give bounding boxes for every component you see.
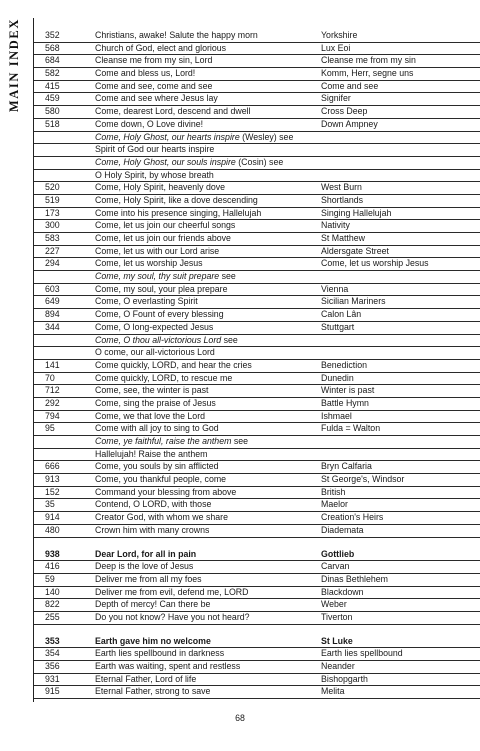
hymn-number: 568 xyxy=(45,42,60,53)
index-entry-row xyxy=(34,648,480,661)
index-entry-row xyxy=(34,233,480,246)
first-line xyxy=(95,398,216,410)
hymn-number: 152 xyxy=(45,486,60,497)
first-line xyxy=(95,674,196,686)
tune-name: Cross Deep xyxy=(321,106,368,117)
first-line xyxy=(95,309,224,321)
first-line-text: Deliver me from all my foes xyxy=(95,573,202,584)
first-line-text: Come and see where Jesus lay xyxy=(95,93,218,104)
tune-name: Diademata xyxy=(321,524,364,535)
main-index-side-label: MAIN INDEX xyxy=(7,18,21,113)
tune-name: Blackdown xyxy=(321,586,364,597)
tune-name: St Matthew xyxy=(321,233,366,243)
hymn-number: 794 xyxy=(45,410,60,421)
first-line xyxy=(95,474,226,486)
first-line xyxy=(95,322,213,334)
tune-name: Vienna xyxy=(321,283,349,294)
hymn-number: 141 xyxy=(45,359,60,370)
hymn-number: 356 xyxy=(45,661,60,671)
tune-name: Nativity xyxy=(321,220,350,231)
index-entry-row xyxy=(34,360,480,373)
hymn-index-list xyxy=(34,30,480,699)
first-line xyxy=(95,373,232,385)
first-line xyxy=(95,512,228,524)
hymn-number: 582 xyxy=(45,68,60,79)
see-reference: see xyxy=(231,436,249,446)
tune-name: Earth lies spellbound xyxy=(321,648,403,659)
section-gap xyxy=(34,625,480,636)
tune-name: Ishmael xyxy=(321,410,352,421)
first-line-text: Come, Holy Spirit, like a dove descending xyxy=(95,194,258,205)
tune-name: Dunedin xyxy=(321,372,354,383)
hymn-number: 938 xyxy=(45,548,60,559)
first-line xyxy=(95,208,261,220)
first-line xyxy=(95,233,231,245)
first-line xyxy=(95,271,236,283)
hymn-number: 480 xyxy=(45,524,60,535)
index-entry-row xyxy=(34,487,480,500)
page-number: 68 xyxy=(235,713,245,723)
first-line-text: Come, we that love the Lord xyxy=(95,410,206,421)
first-line-text: Come, ye faithful, raise the anthem xyxy=(95,436,232,446)
first-line-text: Come quickly, LORD, and hear the cries xyxy=(95,359,252,370)
tune-name: Yorkshire xyxy=(321,30,358,40)
index-entry-row xyxy=(34,549,480,562)
cross-reference-row xyxy=(34,132,480,145)
hymn-number: 914 xyxy=(45,512,60,523)
index-entry-row xyxy=(34,309,480,322)
tune-name: Bishopgarth xyxy=(321,673,368,684)
hymn-number: 70 xyxy=(45,372,55,383)
index-entry-row xyxy=(34,347,480,360)
first-line-text: Come down, O Love divine! xyxy=(95,118,204,129)
tune-name: Singing Hallelujah xyxy=(321,207,392,218)
first-line xyxy=(95,461,219,473)
first-line-text: Crown him with many crowns xyxy=(95,524,210,535)
first-line-text: O come, our all-victorious Lord xyxy=(95,347,215,358)
first-line-text: Come, O Fount of every blessing xyxy=(95,309,224,320)
first-line-text: Eternal Father, Lord of life xyxy=(95,673,197,684)
first-line-text: Come, O thou all-victorious Lord xyxy=(95,334,222,345)
index-entry-row xyxy=(34,599,480,612)
cross-reference-row xyxy=(34,436,480,449)
hymn-number: 353 xyxy=(45,635,60,646)
tune-name: Aldersgate Street xyxy=(321,245,389,256)
tune-name: British xyxy=(321,486,346,497)
first-line-text: Come, Holy Spirit, heavenly dove xyxy=(95,182,226,193)
first-line xyxy=(95,449,207,461)
first-line xyxy=(95,561,193,573)
first-line-text: Come, let us with our Lord arise xyxy=(95,245,220,256)
hymn-number: 300 xyxy=(45,220,60,231)
index-entry-row xyxy=(34,461,480,474)
first-line-text: Come and see, come and see xyxy=(95,80,213,91)
hymn-number: 894 xyxy=(45,309,60,320)
section-gap xyxy=(34,538,480,549)
hymn-number: 173 xyxy=(45,207,60,218)
hymn-number: 915 xyxy=(45,686,60,697)
index-entry-row xyxy=(34,258,480,271)
first-line xyxy=(95,144,214,156)
first-line xyxy=(95,43,226,55)
first-line-text: Come quickly, LORD, to rescue me xyxy=(95,372,233,383)
first-line xyxy=(95,612,250,624)
first-line xyxy=(95,347,215,359)
first-line xyxy=(95,170,214,182)
hymn-number: 712 xyxy=(45,385,60,396)
index-entry-row xyxy=(34,686,480,699)
first-line xyxy=(95,81,212,93)
first-line xyxy=(95,106,251,118)
index-entry-row xyxy=(34,449,480,462)
first-line-text: Come with all joy to sing to God xyxy=(95,423,219,434)
tune-name: Battle Hymn xyxy=(321,397,369,408)
tune-name: Come, let us worship Jesus xyxy=(321,258,429,269)
index-entry-row xyxy=(34,68,480,81)
tune-name: Tiverton xyxy=(321,611,353,622)
hymn-number: 294 xyxy=(45,258,60,269)
first-line-text: Come, Holy Ghost, our souls inspire xyxy=(95,156,236,167)
index-entry-row xyxy=(34,373,480,386)
tune-name: West Burn xyxy=(321,182,362,193)
index-entry-row xyxy=(34,81,480,94)
tune-name: Signifer xyxy=(321,93,351,104)
hymn-number: 822 xyxy=(45,599,60,610)
first-line-text: Creator God, with whom we share xyxy=(95,512,228,523)
first-line xyxy=(95,157,283,169)
tune-name: Cleanse me from my sin xyxy=(321,55,416,66)
first-line xyxy=(95,284,228,296)
hymn-number: 519 xyxy=(45,194,60,205)
see-reference: (Cosin) see xyxy=(235,156,284,167)
first-line-text: Come, O long-expected Jesus xyxy=(95,321,214,332)
first-line-text: Come, let us join our cheerful songs xyxy=(95,220,236,231)
first-line-text: Come, you souls by sin afflicted xyxy=(95,461,219,472)
hymn-number: 227 xyxy=(45,245,60,256)
first-line xyxy=(95,423,219,435)
index-entry-row xyxy=(34,220,480,233)
see-reference: see xyxy=(221,334,238,345)
tune-name: Come and see xyxy=(321,80,379,91)
tune-name: St Luke xyxy=(321,635,353,646)
first-line xyxy=(95,246,219,258)
index-entry-row xyxy=(34,398,480,411)
first-line xyxy=(95,220,235,232)
first-line-text: Come, see, the winter is past xyxy=(95,385,209,396)
first-line-text: Come, let us join our friends above xyxy=(95,233,231,243)
hymn-number: 931 xyxy=(45,673,60,684)
first-line xyxy=(95,195,258,207)
tune-name: Stuttgart xyxy=(321,321,355,332)
first-line xyxy=(95,574,202,586)
hymn-number: 255 xyxy=(45,611,60,622)
first-line-text: Come into his presence singing, Hallelujah xyxy=(95,207,262,218)
tune-name: Down Ampney xyxy=(321,118,378,129)
first-line-text: Church of God, elect and glorious xyxy=(95,42,227,53)
first-line xyxy=(95,549,196,561)
tune-name: Lux Eoi xyxy=(321,42,351,53)
first-line xyxy=(95,335,238,347)
hymn-number: 603 xyxy=(45,283,60,294)
first-line-text: Come, my soul, your plea prepare xyxy=(95,283,228,294)
index-entry-row xyxy=(34,661,480,674)
tune-name: Carvan xyxy=(321,561,350,572)
index-entry-row xyxy=(34,525,480,538)
first-line xyxy=(95,182,225,194)
cross-reference-row xyxy=(34,271,480,284)
tune-name: Sicilian Mariners xyxy=(321,296,386,307)
first-line xyxy=(95,296,198,308)
first-line-text: Come, O everlasting Spirit xyxy=(95,296,198,307)
first-line-text: Depth of mercy! Can there be xyxy=(95,599,211,610)
index-entry-row xyxy=(34,474,480,487)
first-line-text: Cleanse me from my sin, Lord xyxy=(95,55,213,66)
first-line-text: Come, let us worship Jesus xyxy=(95,258,203,269)
first-line-text: O Holy Spirit, by whose breath xyxy=(95,169,214,180)
first-line xyxy=(95,68,195,80)
first-line-text: Come, you thankful people, come xyxy=(95,474,227,485)
hymn-number: 580 xyxy=(45,106,60,117)
index-entry-row xyxy=(34,246,480,259)
see-reference: see xyxy=(219,271,236,282)
hymn-number: 344 xyxy=(45,321,60,332)
tune-name: Weber xyxy=(321,599,347,610)
index-entry-row xyxy=(34,411,480,424)
tune-name: Fulda = Walton xyxy=(321,423,381,434)
first-line xyxy=(95,661,240,673)
see-reference: (Wesley) see xyxy=(239,131,294,142)
tune-name: Calon Lân xyxy=(321,309,362,320)
index-entry-row xyxy=(34,43,480,56)
hymn-number: 649 xyxy=(45,296,60,307)
first-line xyxy=(95,93,218,105)
hymn-number: 684 xyxy=(45,55,60,66)
first-line xyxy=(95,487,236,499)
first-line xyxy=(95,587,249,599)
index-entry-row xyxy=(34,512,480,525)
hymn-number: 35 xyxy=(45,499,55,510)
tune-name: Gottlieb xyxy=(321,548,355,559)
cross-reference-row xyxy=(34,157,480,170)
hymn-number: 520 xyxy=(45,182,60,193)
index-entry-row xyxy=(34,55,480,68)
index-entry-row xyxy=(34,30,480,43)
first-line-text: Eternal Father, strong to save xyxy=(95,686,211,697)
tune-name: Shortlands xyxy=(321,194,364,205)
index-entry-row xyxy=(34,296,480,309)
cross-reference-row xyxy=(34,335,480,348)
tune-name: Dinas Bethlehem xyxy=(321,573,388,584)
hymn-number: 95 xyxy=(45,423,55,434)
hymn-number: 459 xyxy=(45,93,60,104)
index-entry-row xyxy=(34,612,480,625)
first-line-text: Come, dearest Lord, descend and dwell xyxy=(95,106,251,117)
first-line-text: Earth lies spellbound in darkness xyxy=(95,648,225,659)
hymn-number: 518 xyxy=(45,118,60,129)
first-line xyxy=(95,360,252,372)
index-entry-row xyxy=(34,674,480,687)
hymn-number: 59 xyxy=(45,573,55,584)
first-line-text: Earth was waiting, spent and restless xyxy=(95,661,241,671)
index-entry-row xyxy=(34,561,480,574)
tune-name: Bryn Calfaria xyxy=(321,461,372,472)
first-line xyxy=(95,525,209,537)
hymn-number: 415 xyxy=(45,80,60,91)
first-line xyxy=(95,636,211,648)
first-line xyxy=(95,499,211,511)
first-line xyxy=(95,686,210,698)
index-entry-row xyxy=(34,574,480,587)
index-entry-row xyxy=(34,284,480,297)
hymn-number: 416 xyxy=(45,561,60,572)
tune-name: Komm, Herr, segne uns xyxy=(321,68,414,79)
first-line-text: Come and bless us, Lord! xyxy=(95,68,196,79)
index-entry-row xyxy=(34,208,480,221)
index-entry-row xyxy=(34,385,480,398)
first-line-text: Do you not know? Have you not heard? xyxy=(95,611,250,622)
first-line xyxy=(95,648,224,660)
index-entry-row xyxy=(34,144,480,157)
tune-name: Neander xyxy=(321,661,355,671)
first-line-text: Christians, awake! Salute the happy morn xyxy=(95,30,258,40)
first-line-text: Come, my soul, thy suit prepare xyxy=(95,271,220,282)
hymn-number: 354 xyxy=(45,648,60,659)
first-line-text: Deliver me from evil, defend me, LORD xyxy=(95,586,249,597)
tune-name: Melita xyxy=(321,686,345,697)
hymn-number: 666 xyxy=(45,461,60,472)
index-entry-row xyxy=(34,170,480,183)
first-line-text: Dear Lord, for all in pain xyxy=(95,548,197,559)
first-line xyxy=(95,55,212,67)
index-entry-row xyxy=(34,93,480,106)
index-entry-row xyxy=(34,106,480,119)
first-line-text: Command your blessing from above xyxy=(95,486,237,497)
first-line-text: Earth gave him no welcome xyxy=(95,635,211,646)
first-line xyxy=(95,119,203,131)
first-line xyxy=(95,436,248,448)
hymn-number: 913 xyxy=(45,474,60,485)
first-line-text: Come, sing the praise of Jesus xyxy=(95,397,216,408)
index-entry-row xyxy=(34,423,480,436)
index-entry-row xyxy=(34,636,480,649)
hymn-number: 583 xyxy=(45,233,60,243)
first-line-text: Hallelujah! Raise the anthem xyxy=(95,448,208,459)
hymn-number: 352 xyxy=(45,30,60,40)
first-line xyxy=(95,411,205,423)
first-line xyxy=(95,599,210,611)
tune-name: Maelor xyxy=(321,499,348,510)
index-entry-row xyxy=(34,195,480,208)
hymn-number: 292 xyxy=(45,397,60,408)
index-entry-row xyxy=(34,182,480,195)
index-entry-row xyxy=(34,119,480,132)
index-entry-row xyxy=(34,499,480,512)
first-line-text: Come, Holy Ghost, our hearts inspire xyxy=(95,131,240,142)
tune-name: Benediction xyxy=(321,359,367,370)
first-line xyxy=(95,258,203,270)
first-line-text: Contend, O LORD, with those xyxy=(95,499,212,510)
tune-name: Creation's Heirs xyxy=(321,512,384,523)
first-line xyxy=(95,132,293,144)
first-line xyxy=(95,385,208,397)
index-entry-row xyxy=(34,587,480,600)
tune-name: St George's, Windsor xyxy=(321,474,405,485)
index-entry-row xyxy=(34,322,480,335)
first-line xyxy=(95,30,258,42)
first-line-text: Spirit of God our hearts inspire xyxy=(95,144,215,155)
tune-name: Winter is past xyxy=(321,385,375,396)
first-line-text: Deep is the love of Jesus xyxy=(95,561,194,572)
hymn-number: 140 xyxy=(45,586,60,597)
